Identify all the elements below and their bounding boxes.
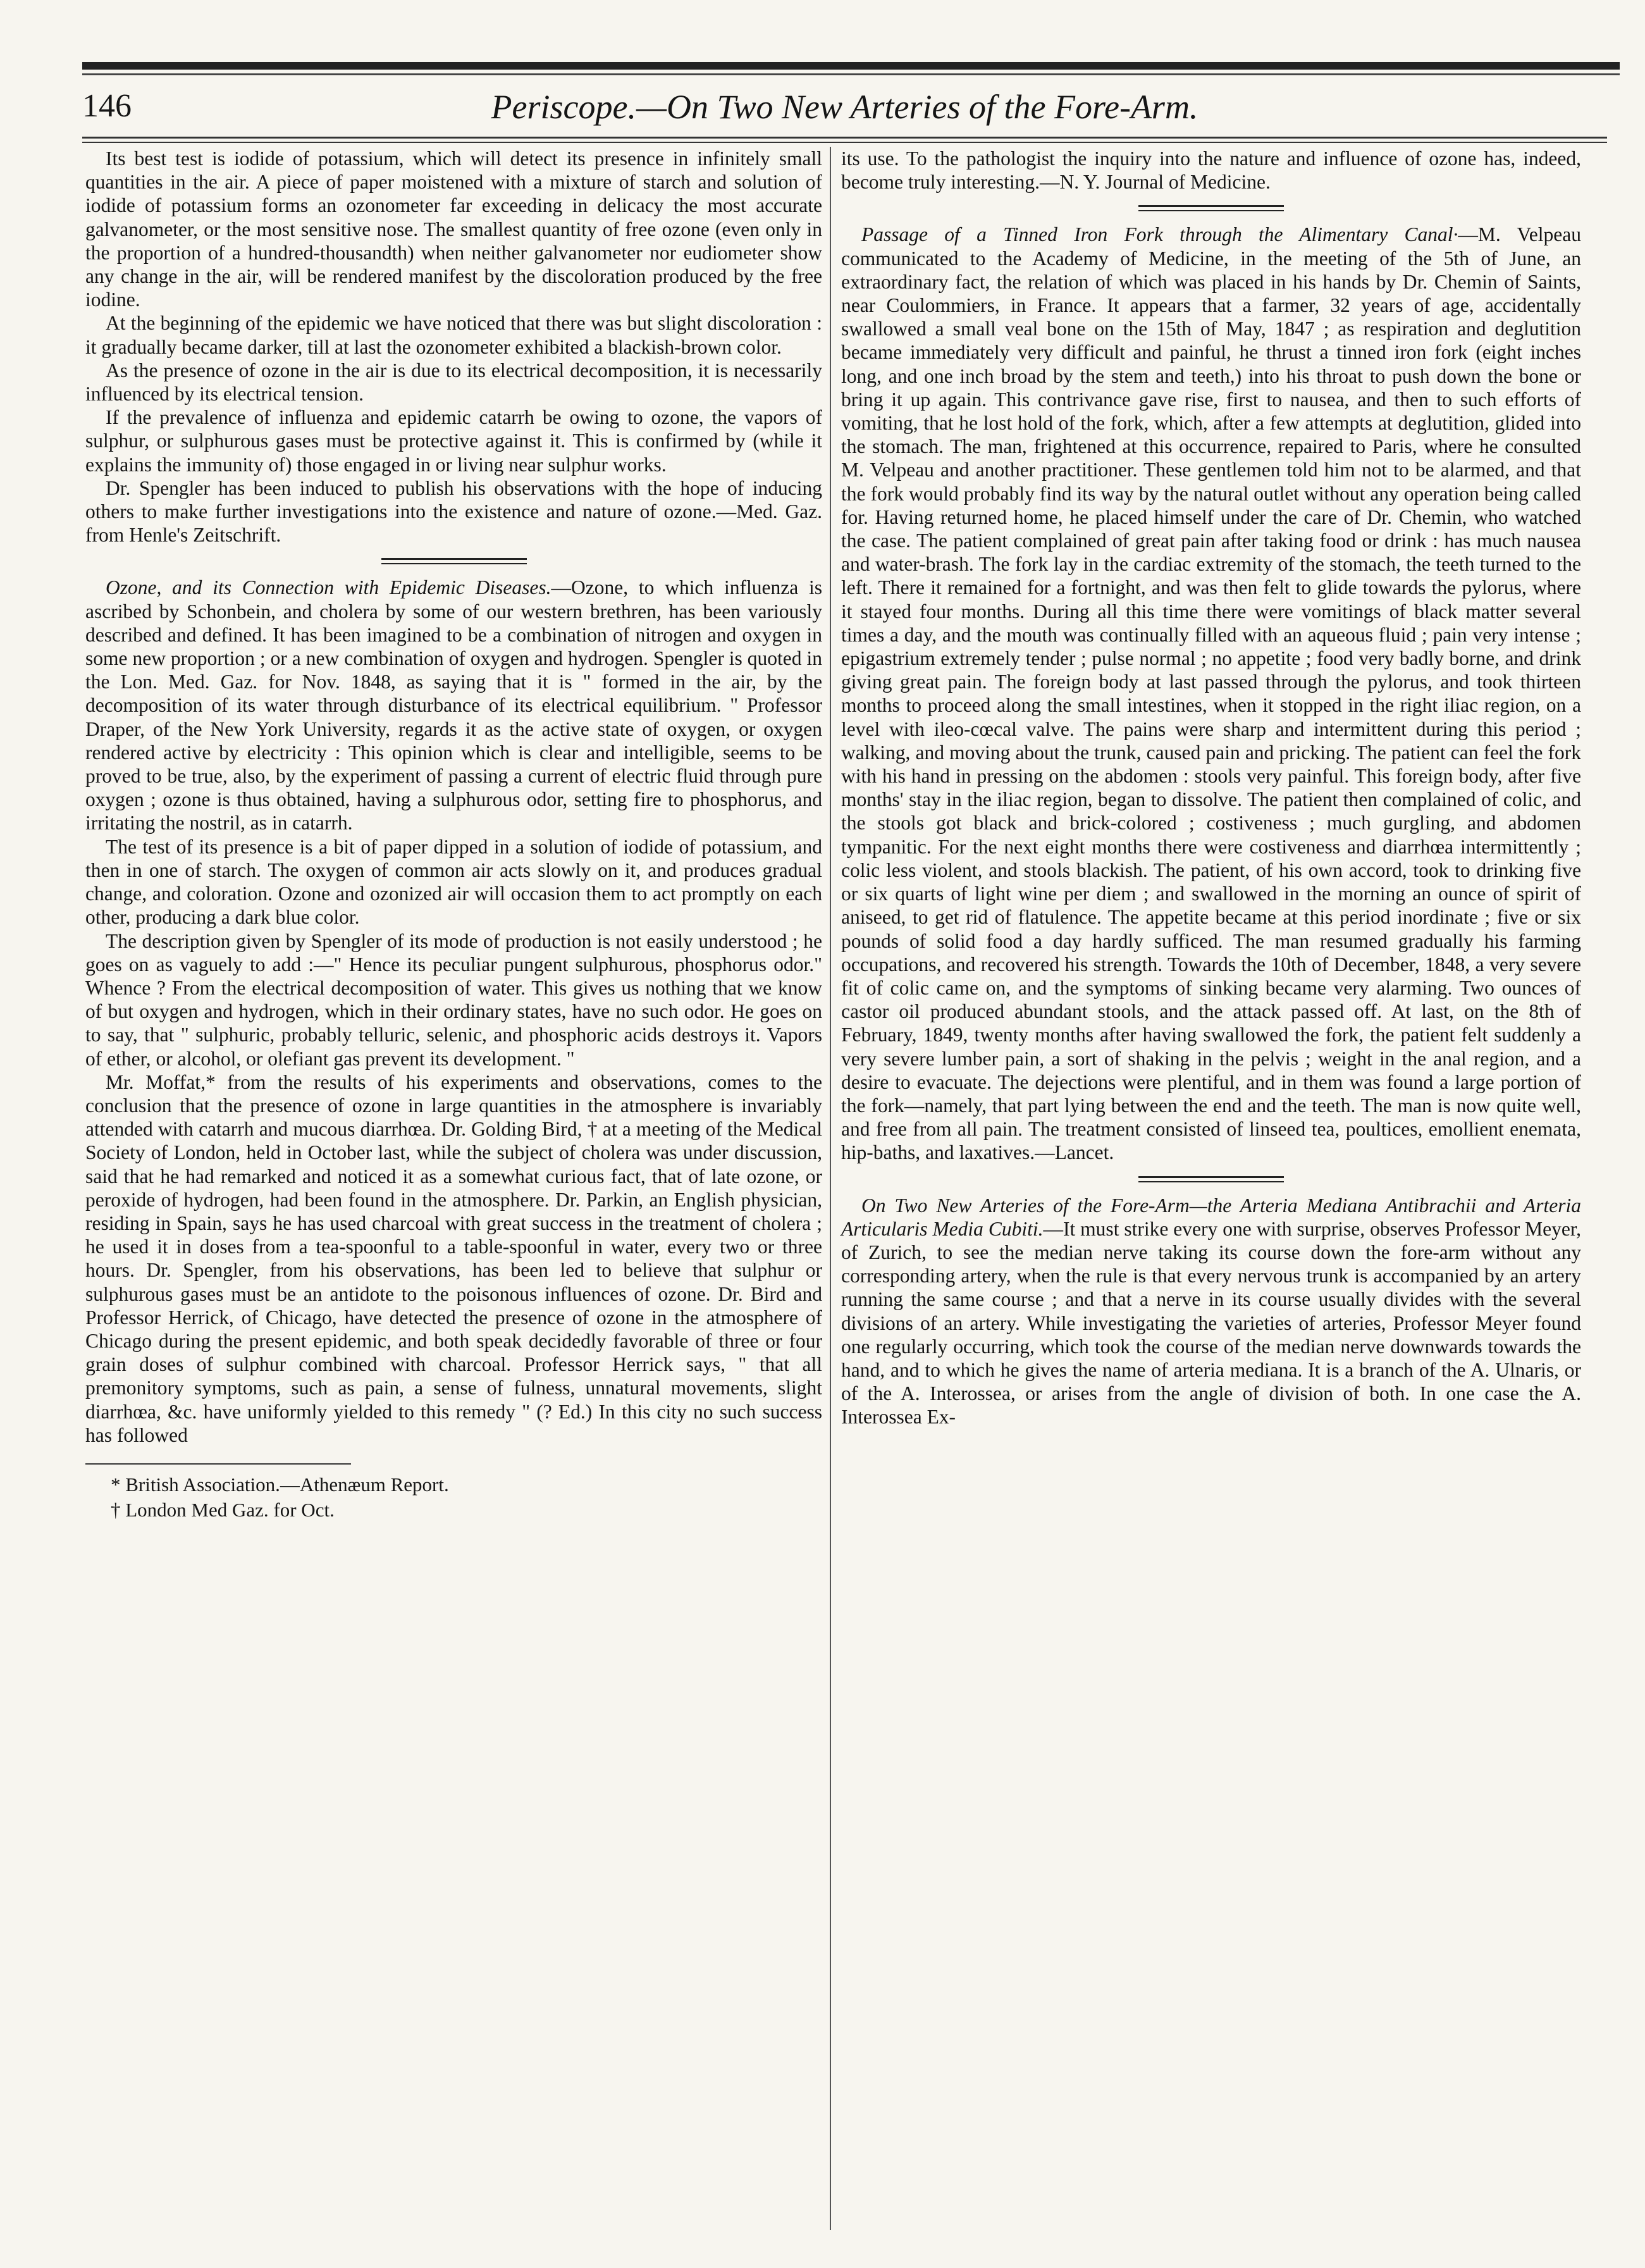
page-number: 146	[82, 88, 132, 124]
footnote-rule	[85, 1463, 351, 1465]
footnote: † London Med Gaz. for Oct.	[111, 1498, 335, 1521]
paragraph: Dr. Spengler has been induced to publish his observations with the hope of inducing others to make further investigations into the existence and nature of ozone.—Med. Gaz. from Henle's Zeitschrift.	[85, 476, 822, 547]
top-border-rule-thin	[82, 73, 1620, 75]
top-border-rule	[82, 62, 1620, 70]
article-title: Ozone, and its Connection with Epidemic Diseases.	[106, 576, 551, 599]
article-title: Passage of a Tinned Iron Fork through the Alimentary Canal·	[861, 223, 1458, 246]
paragraph-text: —M. Velpeau communicated to the Academy of Medicine, in the meeting of the 5th of June, an extraordinary fact, the relation of which was placed in his hands by Dr. Chemin of Saints, near Coulommiers, in France. It appears that a farmer, 32 years of age, accidentally swallowed a small veal bone on the 15th of May, 1847 ; as respiration and deglutition became immediately very difficult and painful, he thrust a tinned iron fork (eight inches long, and one inch broad by the stem and teeth,) into his throat to push down the bone or bring it up again. This contrivance gave rise, first to nausea, and then to such efforts of vomiting, that he lost hold of the fork, which, after a few attempts at deglutition, glided into the stomach. The man, frightened at this occurrence, repaired to Paris, where he consulted M. Velpeau and another practitioner. These gentlemen told him not to be alarmed, and that the fork would probably find its way by the natural outlet without any operation being called for. Having returned home, he placed himself under the care of Dr. Chemin, who watched the case. The patient complained of great pain after taking food or drink : has much nausea and water-brash. The fork lay in the cardiac extremity of the stomach, the teeth turned to the left. There it remained for a fortnight, and was then felt to glide towards the pylorus, where it stayed four months. During all this time there were vomitings of black matter several times a day, and the mouth was continually filled with an aqueous fluid ; pain very intense ; epigastrium extremely tender ; pulse normal ; no appetite ; food very badly borne, and drink giving great pain. The foreign body at last passed through the pylorus, and took thirteen months to proceed along the small intestines, when it stopped in the right iliac region, on a level with ileo-cœcal valve. The pains were sharp and intermittent during this period ; walking, and moving about the trunk, caused pain and pricking. The patient can feel the fork with his hand in pressing on the abdomen : stools very painful. This foreign body, after five months' stay in the iliac region, began to dissolve. The patient then complained of colic, and the stools got black and brick-colored ; costiveness ; much gurgling, and abdomen tympanitic. For the next eight months there were costiveness and diarrhœa intermittently ; colic less violent, and stools blackish. The patient, of his own accord, took to drinking five or six quarts of light wine per diem ; and swallowed in the morning an ounce of spirit of aniseed, to get rid of flatulence. The appetite became at this period inordinate ; five or six pounds of solid food a day hardly sufficed. The man resumed gradually his farming occupations, and recovered his strength. Towards the 10th of December, 1848, a very severe fit of colic came on, and the symptoms of sinking became very alarming. Two ounces of castor oil produced abundant stools, and the attack passed off. At last, on the 8th of February, 1849, twenty months after having swallowed the fork, the patient felt suddenly a very severe lumber pain, a sort of shaking in the pelvis ; weight in the anal region, and a desire to evacuate. The dejections were plentiful, and in them was found a large portion of the fork—namely, that part lying between the end and the teeth. The man is now quite well, and free from all pain. The treatment consisted of linseed tea, poultices, emollient enemata, hip-baths, and laxatives.—Lancet.	[841, 223, 1581, 1164]
article-arteries	[841, 1194, 1581, 1429]
paragraph: If the prevalence of influenza and epidemic catarrh be owing to ozone, the vapors of sulphur, or sulphurous gases must be protective against it. This is confirmed by (while it explains the immunity of) those engaged in or living near sulphur works.	[85, 406, 822, 476]
right-column	[841, 147, 1581, 2230]
paragraph: its use. To the pathologist the inquiry into the nature and influence of ozone has, indeed, become truly interesting.—N. Y. Journal of Medicine.	[841, 147, 1581, 194]
column-divider	[830, 147, 831, 2230]
paragraph: As the presence of ozone in the air is due to its electrical decomposition, it is necessarily influenced by its electrical tension.	[85, 359, 822, 406]
running-head: Periscope.—On Two New Arteries of the Fore-Arm.	[491, 88, 1198, 126]
paragraph: The description given by Spengler of its mode of production is not easily understood ; he goes on as vaguely to add :—" Hence its peculiar pungent sulphurous, phosphorus odor." Whence ? From the electrical decomposition of water. This gives us nothing that we know of but oxygen and hydrogen, which in their ordinary states, have no such odor. He goes on to say, that " sulphuric, probably telluric, selenic, and phosphoric acids destroys it. Vapors of ether, or alcohol, or olefiant gas prevent its development. "	[85, 929, 822, 1070]
header-rule	[82, 137, 1607, 139]
paragraph: The test of its presence is a bit of paper dipped in a solution of iodide of potassium, and then in one of starch. The oxygen of common air acts slowly on it, and produces gradual change, and coloration. Ozone and ozonized air will occasion them to act promptly on each other, producing a dark blue color.	[85, 835, 822, 929]
article-ozone	[85, 576, 822, 834]
section-separator	[1138, 205, 1284, 211]
paragraph: At the beginning of the epidemic we have noticed that there was but slight discoloration : it gradually became darker, till at last the ozonometer exhibited a blackish-brown color.	[85, 312, 822, 358]
section-separator	[381, 558, 527, 564]
paragraph-text: —Ozone, to which influenza is ascribed by Schonbein, and cholera by some of our western brethren, has been variously described and defined. It has been imagined to be a combination of nitrogen and oxygen in some new proportion ; or a new combination of oxygen and hydrogen. Spengler is quoted in the Lon. Med. Gaz. for Nov. 1848, as saying that it is " formed in the air, by the decomposition of its water through disturbance of its electrical equilibrium. " Professor Draper, of the New York University, regards it as the active state of oxygen, or oxygen rendered active by electricity : This opinion which is clear and intelligible, seems to be proved to be true, also, by the experiment of passing a current of electric fluid through pure oxygen ; ozone is thus obtained, having a sulphurous odor, setting fire to phosphorus, and irritating the nostril, as in catarrh.	[85, 576, 822, 834]
page-header	[82, 87, 1607, 132]
header-rule-thin	[82, 142, 1607, 143]
left-column	[85, 147, 822, 2230]
paragraph: Its best test is iodide of potassium, which will detect its presence in infinitely small quantities in the air. A piece of paper moistened with a mixture of starch and solution of iodide of potassium forms an ozonometer far exceeding in delicacy the most accurate galvanometer, or the most sensitive nose. The smallest quantity of free ozone (even only in the proportion of a hundred-thousandth) when neither galvanometer nor eudiometer show any change in the air, will be rendered manifest by the discoloration produced by the free iodine.	[85, 147, 822, 311]
article-fork	[841, 223, 1581, 1164]
footnote: * British Association.—Athenæum Report.	[111, 1473, 449, 1496]
paragraph: Mr. Moffat,* from the results of his experiments and observations, comes to the conclusion that the presence of ozone in large quantities in the atmosphere is invariably attended with catarrh and mucous diarrhœa. Dr. Golding Bird, † at a meeting of the Medical Society of London, held in October last, while the subject of cholera was under discussion, said that he had remarked and noticed it as a somewhat curious fact, that of late ozone, or peroxide of hydrogen, had been found in the atmosphere. Dr. Parkin, an English physician, residing in Spain, says he has used charcoal with great success in the treatment of cholera ; he used it in doses from a tea-spoonful to a table-spoonful in water, every two or three hours. Dr. Spengler, from his observations, has been led to believe that sulphur or sulphurous gases must be an antidote to the poisonous influences of ozone. Dr. Bird and Professor Herrick, of Chicago, have detected the presence of ozone in the atmosphere of Chicago during the present epidemic, and both speak decidedly favorable of three or four grain doses of sulphur combined with charcoal. Professor Herrick says, " that all premonitory symptoms, such as pain, a sense of fulness, unnatural movements, slight diarrhœa, &c. have uniformly yielded to this remedy " (? Ed.) In this city no such success has followed	[85, 1070, 822, 1446]
section-separator	[1138, 1176, 1284, 1182]
paragraph-text: —It must strike every one with surprise, observes Professor Meyer, of Zurich, to see the median nerve taking its course down the fore-arm without any corresponding artery, when the rule is that every nervous trunk is accompanied by an artery running the same course ; and that a nerve in its course usually divides with the several divisions of an artery. While investigating the varieties of arteries, Professor Meyer found one regularly occurring, which took the course of the median nerve downwards towards the hand, and to which he gives the name of arteria mediana. It is a branch of the A. Ulnaris, or of the A. Interossea, or arises from the angle of division of both. In one case the A. Interossea Ex-	[841, 1217, 1581, 1428]
article-title: On Two New Arteries of the Fore-Arm—the Arteria Mediana Antibrachii and Arteria Articularis Media Cubiti.	[841, 1194, 1581, 1240]
